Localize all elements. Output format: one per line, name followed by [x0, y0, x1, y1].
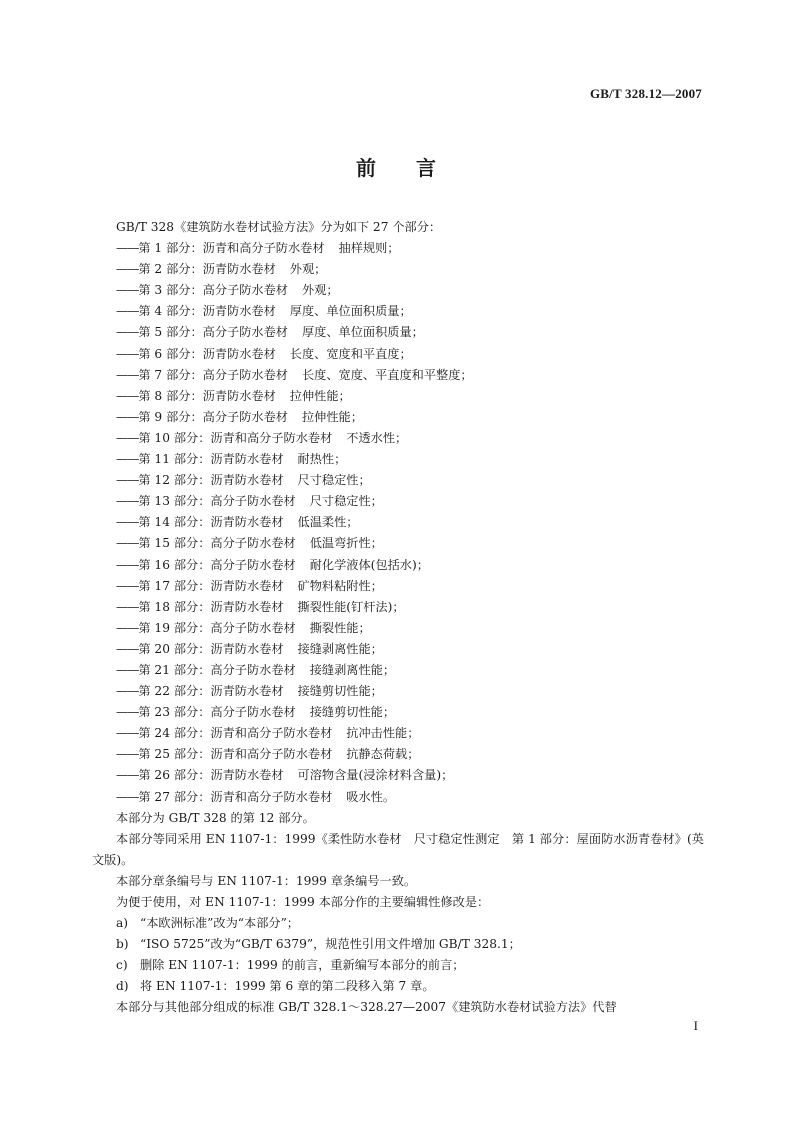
standard-number: GB/T 328.12—2007 — [589, 86, 702, 101]
em-dash: —— — [116, 578, 139, 593]
em-dash: —— — [116, 747, 139, 762]
part-heading: 第 19 部分：高分子防水卷材 — [138, 620, 296, 635]
part-list-item — [92, 533, 704, 554]
part-heading: 第 14 部分：沥青防水卷材 — [138, 515, 284, 530]
em-dash: —— — [116, 241, 139, 256]
part-topic: 耐热性； — [297, 452, 347, 467]
em-dash: —— — [116, 409, 139, 424]
part-topic: 低温柔性； — [297, 515, 359, 530]
em-dash: —— — [116, 684, 139, 699]
change-item — [92, 913, 704, 934]
part-heading: 第 1 部分：沥青和高分子防水卷材 — [138, 241, 325, 256]
part-heading: 第 9 部分：高分子防水卷材 — [138, 409, 288, 424]
em-dash: —— — [116, 662, 139, 677]
part-topic: 低温弯折性； — [309, 536, 383, 551]
numbering-paragraph: 本部分章条编号与 EN 1107-1：1999 章条编号一致。 — [116, 873, 417, 888]
part-topic: 厚度、单位面积质量； — [289, 304, 412, 319]
part-list-item — [92, 280, 704, 301]
title-char-1: 前 — [356, 156, 378, 180]
part-topic: 外观； — [289, 262, 327, 277]
page-number: I — [693, 1018, 698, 1033]
page-title — [0, 152, 794, 181]
em-dash: —— — [116, 283, 139, 298]
part-topic: 接缝剥离性能； — [297, 641, 383, 656]
part-heading: 第 12 部分：沥青防水卷材 — [138, 473, 284, 488]
part-heading: 第 22 部分：沥青防水卷材 — [138, 684, 284, 699]
em-dash: —— — [116, 620, 139, 635]
part-list-item — [92, 787, 704, 808]
part-topic: 可溶物含量(浸涂材料含量)； — [297, 768, 454, 783]
em-dash: —— — [116, 452, 139, 467]
part-heading: 第 26 部分：沥青防水卷材 — [138, 768, 284, 783]
em-dash: —— — [116, 325, 139, 340]
part-list-item — [92, 407, 704, 428]
part-heading: 第 11 部分：沥青防水卷材 — [138, 452, 284, 467]
part-list-item — [92, 386, 704, 407]
part-heading: 第 24 部分：沥青和高分子防水卷材 — [138, 726, 333, 741]
part-list-item — [92, 660, 704, 681]
part-heading: 第 3 部分：高分子防水卷材 — [138, 283, 288, 298]
part-topic: 拉伸性能； — [301, 409, 363, 424]
part-heading: 第 21 部分：高分子防水卷材 — [138, 662, 296, 677]
part-topic: 尺寸稳定性； — [309, 494, 383, 509]
part-topic: 撕裂性能； — [309, 620, 371, 635]
part-heading: 第 10 部分：沥青和高分子防水卷材 — [138, 430, 333, 445]
em-dash: —— — [116, 641, 139, 656]
part-list-item — [92, 344, 704, 365]
part-list-item — [92, 765, 704, 786]
em-dash: —— — [116, 430, 139, 445]
part-topic: 拉伸性能； — [289, 388, 351, 403]
part-heading: 第 16 部分：高分子防水卷材 — [138, 557, 296, 572]
part-heading: 第 17 部分：沥青防水卷材 — [138, 578, 284, 593]
part-list-item — [92, 512, 704, 533]
document-body — [92, 217, 704, 1019]
part-topic: 吸水性。 — [346, 789, 396, 804]
part-heading: 第 6 部分：沥青防水卷材 — [138, 346, 276, 361]
change-item — [92, 934, 704, 955]
part-topic: 接缝剥离性能； — [309, 662, 396, 677]
em-dash: —— — [116, 599, 139, 614]
em-dash: —— — [116, 473, 139, 488]
change-text: “本欧洲标准”改为“本部分”； — [140, 916, 299, 931]
change-text: 将 EN 1107-1：1999 第 6 章的第二段移入第 7 章。 — [140, 979, 435, 994]
change-marker: d) — [116, 979, 129, 994]
part-heading: 第 5 部分：高分子防水卷材 — [138, 325, 288, 340]
part-list-item — [92, 491, 704, 512]
change-text: 删除 EN 1107-1：1999 的前言，重新编写本部分的前言； — [140, 958, 465, 973]
change-text: “ISO 5725”改为“GB/T 6379”，规范性引用文件增加 GB/T 328.1； — [140, 937, 521, 952]
change-marker: b) — [116, 937, 129, 952]
part-heading: 第 2 部分：沥青防水卷材 — [138, 262, 276, 277]
change-item — [92, 955, 704, 976]
part-heading: 第 20 部分：沥青防水卷材 — [138, 641, 284, 656]
part-list-item — [92, 702, 704, 723]
part-topic: 尺寸稳定性； — [297, 473, 371, 488]
part-topic: 接缝剪切性能； — [309, 705, 396, 720]
em-dash: —— — [116, 515, 139, 530]
part-heading: 第 15 部分：高分子防水卷材 — [138, 536, 296, 551]
changes-intro-paragraph: 为便于使用，对 EN 1107-1：1999 本部分作的主要编辑性修改是： — [116, 895, 490, 909]
title-char-2: 言 — [416, 156, 438, 180]
em-dash: —— — [116, 346, 139, 361]
part-list-item — [92, 259, 704, 280]
part-list-item — [92, 238, 704, 259]
part-list-item — [92, 470, 704, 491]
em-dash: —— — [116, 388, 139, 403]
part-topic: 长度、宽度、平直度和平整度； — [301, 367, 473, 382]
em-dash: —— — [116, 494, 139, 509]
part-list-item — [92, 449, 704, 470]
adoption-paragraph: 本部分等同采用 EN 1107-1：1999《柔性防水卷材 尺寸稳定性测定 第 1 部分：屋面防水沥青卷材》(英文版)。 — [92, 831, 704, 867]
part-topic: 不透水性； — [346, 430, 408, 445]
change-marker: a) — [116, 916, 129, 931]
change-item — [92, 976, 704, 997]
part-heading: 第 27 部分：沥青和高分子防水卷材 — [138, 789, 333, 804]
part-heading: 第 25 部分：沥青和高分子防水卷材 — [138, 747, 333, 762]
changes-list — [92, 913, 704, 997]
em-dash: —— — [116, 726, 139, 741]
em-dash: —— — [116, 789, 139, 804]
part-heading: 第 13 部分：高分子防水卷材 — [138, 494, 296, 509]
part-topic: 长度、宽度和平直度； — [289, 346, 412, 361]
part-topic: 抽样规则； — [338, 241, 400, 256]
part-list-item — [92, 322, 704, 343]
part-heading: 第 18 部分：沥青防水卷材 — [138, 599, 284, 614]
part-topic: 外观； — [301, 283, 339, 298]
part-topic: 抗静态荷载； — [346, 747, 420, 762]
part-topic: 撕裂性能(钉杆法)； — [297, 599, 405, 614]
part-list-item — [92, 365, 704, 386]
change-marker: c) — [116, 958, 128, 973]
em-dash: —— — [116, 768, 139, 783]
part-heading: 第 23 部分：高分子防水卷材 — [138, 705, 296, 720]
em-dash: —— — [116, 262, 139, 277]
part-list-item — [92, 576, 704, 597]
part-list-item — [92, 555, 704, 576]
part-list-item — [92, 639, 704, 660]
em-dash: —— — [116, 367, 139, 382]
em-dash: —— — [116, 536, 139, 551]
part-topic: 矿物料粘附性； — [297, 578, 383, 593]
part-list-item — [92, 723, 704, 744]
replacement-paragraph: 本部分与其他部分组成的标准 GB/T 328.1～328.27—2007《建筑防水卷材试验方法》代替 — [116, 1000, 617, 1015]
part-heading: 第 4 部分：沥青防水卷材 — [138, 304, 276, 319]
part-topic: 耐化学液体(包括水)； — [309, 557, 429, 572]
part-heading: 第 7 部分：高分子防水卷材 — [138, 367, 288, 382]
this-part-paragraph: 本部分为 GB/T 328 的第 12 部分。 — [116, 810, 315, 825]
em-dash: —— — [116, 304, 139, 319]
em-dash: —— — [116, 705, 139, 720]
part-list-item — [92, 681, 704, 702]
part-list-item — [92, 428, 704, 449]
part-list-item — [92, 301, 704, 322]
part-topic: 接缝剪切性能； — [297, 684, 383, 699]
intro-paragraph: GB/T 328《建筑防水卷材试验方法》分为如下 27 个部分： — [116, 220, 442, 234]
part-topic: 抗冲击性能； — [346, 726, 420, 741]
part-topic: 厚度、单位面积质量； — [301, 325, 424, 340]
em-dash: —— — [116, 557, 139, 572]
part-heading: 第 8 部分：沥青防水卷材 — [138, 388, 276, 403]
part-list-item — [92, 744, 704, 765]
part-list-item — [92, 597, 704, 618]
parts-list — [92, 238, 704, 808]
part-list-item — [92, 618, 704, 639]
